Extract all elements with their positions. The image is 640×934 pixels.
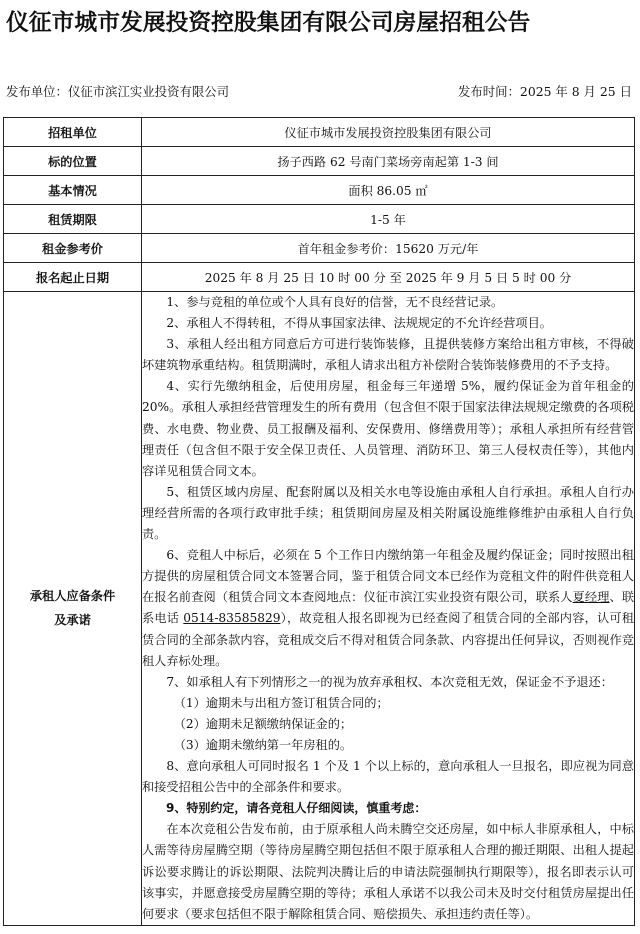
publisher: 发布单位：仪征市滨江实业投资有限公司	[6, 84, 230, 99]
term-7-item: （2）逾期未足额缴纳保证金的；	[173, 716, 353, 731]
terms-row	[4, 292, 635, 926]
term-7-item: （1）逾期未与出租方签订租赁合同的；	[173, 695, 389, 710]
contact-phone: 0514-83585829	[183, 611, 281, 626]
table-row	[4, 234, 635, 263]
table-row	[4, 205, 635, 234]
term-6-text: 6、竞租人中标后，必须在 5 个工作日内缴纳第一年租金及履约保证金；同时按照出租方提供的房屋租赁合同文本签署合同，鉴于租赁合同文本已经作为竞租文件的附件供竞租人在报名前查阅（租赁合同文本查阅地点：仪征市滨江实业投资有限公司，联系人	[142, 548, 634, 605]
term-6-text: ），故竞租人报名即视为已经查阅了租赁合同的全部内容，认可租赁合同的全部条款内容，竞租成交后不得对租赁合同条款、内容提出任何异议，否则视作竞租人弃标处理。	[142, 611, 634, 668]
term-8: 8、意向承租人可同时报名 1 个及 1 个以上标的，意向承租人一旦报名，即应视为同意和接受招租公告中的全部条件和要求。	[142, 759, 634, 795]
row-value: 2025 年 8 月 25 日 10 时 00 分 至 2025 年 9 月 5 日 5 时 00 分	[142, 263, 635, 292]
term-1: 1、参与竞租的单位或个人具有良好的信誉，无不良经营记录。	[166, 295, 504, 309]
terms-label-line: 及承诺	[54, 613, 91, 628]
publish-time: 发布时间：2025 年 8 月 25 日	[457, 84, 632, 99]
row-label: 租赁期限	[4, 205, 142, 234]
term-7-item: （3）逾期未缴纳第一年房租的。	[173, 737, 353, 752]
term-6	[142, 545, 634, 672]
row-value: 仪征市城市发展投资控股集团有限公司	[142, 118, 635, 147]
page-title: 仪征市城市发展投资控股集团有限公司房屋招租公告	[6, 10, 531, 36]
table-row	[4, 176, 635, 205]
term-5: 5、租赁区域内房屋、配套附属以及相关水电等设施由承租人自行承担。承租人自行办理经营所需的各项行政审批手续；租赁期间房屋及相关附属设施维修维护由承租人自行负责。	[142, 484, 634, 542]
terms-content	[142, 292, 635, 926]
row-value: 扬子西路 62 号南门菜场旁南起第 1-3 间	[142, 147, 635, 176]
row-label: 标的位置	[4, 147, 142, 176]
contact-person: 夏经理	[572, 590, 610, 605]
term-9-heading: 9、特别约定，请各竞租人仔细阅读，慎重考虑：	[166, 801, 427, 816]
row-label: 招租单位	[4, 118, 142, 147]
table-row	[4, 147, 635, 176]
term-7: 7、如承租人有下列情形之一的视为放弃承租权、本次竞租无效，保证金不予退还：	[166, 674, 613, 689]
term-2: 2、承租人不得转租，不得从事国家法律、法规规定的不允许经营项目。	[166, 316, 552, 331]
term-4: 4、实行先缴纳租金，后使用房屋，租金每三年递增 5%，履约保证金为首年租金的 20%。承租人承担经营管理发生的所有费用（包含但不限于国家法律法规规定缴费的各项税费、水电费、物业费、员工报酬及福利、安保费用、修缮费用等）；承租人承担所有经营管理责任（包含但不限于安全保卫责任、人员管理、消防环卫、第三人侵权责任等），其他内容详见租赁合同文本。	[142, 379, 634, 478]
row-label: 报名起止日期	[4, 263, 142, 292]
table-row	[4, 263, 635, 292]
row-label: 租金参考价	[4, 234, 142, 263]
terms-label	[4, 292, 142, 926]
term-6-text: 、联系电话	[142, 590, 635, 626]
terms-label-line: 承租人应备条件	[29, 589, 116, 604]
row-value: 1-5 年	[142, 205, 635, 234]
table-row	[4, 118, 635, 147]
term-9-body: 在本次竞租公告发布前，由于原承租人尚未腾空交还房屋，如中标人非原承租人，中标人需等待房屋腾空期（等待房屋腾空期包括但不限于原承租人合理的搬迁期限、出租人提起诉讼要求腾让的诉讼期限、法院判决腾让后的申请法院强制执行期限等），报名即表示认可该事实，并愿意接受房屋腾空期的等待；承租人承诺不以我公司未及时交付租赁房屋提出任何要求（要求包括但不限于解除租赁合同、赔偿损失、承担违约责任等）。	[142, 822, 634, 921]
notice-table	[3, 117, 635, 926]
row-value: 面积 86.05 ㎡	[142, 176, 635, 205]
term-3: 3、承租人经出租方同意后方可进行装饰装修，且提供装修方案给出租方审核，不得破坏建筑物承重结构。租赁期满时，承租人请求出租方补偿附合装饰装修费用的不予支持。	[142, 337, 634, 373]
row-value: 首年租金参考价：15620 万元/年	[142, 234, 635, 263]
row-label: 基本情况	[4, 176, 142, 205]
